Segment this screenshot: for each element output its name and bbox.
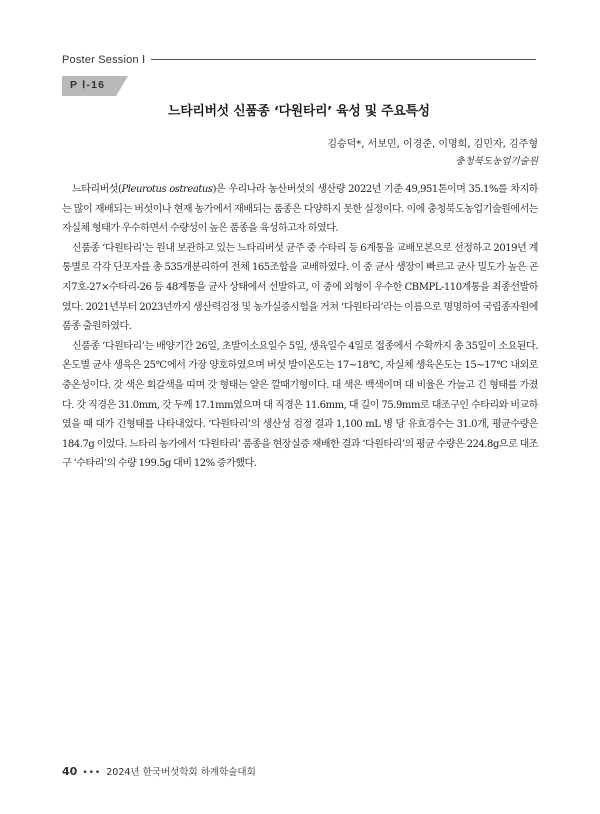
paragraph-2: 신품종 ‘다원타리’는 원내 보관하고 있는 느타리버섯 균주 중 수타리 등 6계통을 교배모본으로 선정하고 2019년 계통별로 각각 단포자를 총 535개분리하여 전체 165조합을 교배하였다. 이 중 균사 생장이 빠르고 균사 밀도가 높은 곤지7호-27×수타리-26 등 48계통을 균사 상태에서 선발하고, 이 중에 외형이 우수한 CBMPL-110계통을 최종선발하였다. 2021년부터 2023년까지 생산력검정 및 농가실증시험을 거쳐 ‘다원타리’라는 이름으로 명명하여 국립종자원에 품종 출원하였다. <box>62 242 538 333</box>
paragraph-1 <box>62 180 538 239</box>
footer-dots: ••• <box>82 768 102 778</box>
session-tag-label: P Ⅰ-16 <box>70 79 106 91</box>
page-footer <box>62 764 256 778</box>
paper-title: 느타리버섯 신품종 ‘다원타리’ 육성 및 주요특성 <box>168 104 430 119</box>
footer-event-name: 2024년 한국버섯학회 하계학술대회 <box>106 767 256 778</box>
paragraph-1-start: 느타리버섯( <box>72 184 122 195</box>
running-header <box>62 51 536 67</box>
paragraph-1-rest: )은 우리나라 농산버섯의 생산량 2022년 기준 49,951톤이며 35.1%를 차지하는 많이 재배되는 버섯이나 현재 농가에서 재배되는 품종은 다양하지 못한 실정이다. 이에 충청북도농업기술원에서는 자실체 형태가 우수하면서 수량성이 높은 품종을 육성하고자 하였다. <box>62 184 538 235</box>
header-rule <box>151 59 536 60</box>
paragraph-3: 신품종 ‘다원타리’는 배양기간 26일, 초발이소요일수 5일, 생육일수 4일로 접종에서 수확까지 총 35일이 소요된다. 온도별 균사 생육은 25℃에서 가장 양호하였으며 버섯 발이온도는 17∼18℃, 자실체 생육온도는 15∼17℃ 내외로 중온성이다. 갓 색은 회갈색을 띠며 갓 형태는 얕은 깔때기형이다. 대 색은 백색이며 대 비율은 가늘고 긴 형태를 가졌다. 갓 직경은 31.0mm, 갓 두께 17.1mm였으며 대 직경은 11.6mm, 대 길이 75.9mm로 대조구인 수타리와 비교하였을 때 대가 긴형태를 나타내었다. ‘다원타리’의 생산성 검정 결과 1,100 mL 병 당 유효경수는 31.0개, 평균수량은 184.7g 이었다. 느타리 농가에서 ‘다원타리’ 품종을 현장실증 재배한 결과 ‘다원타리’의 평균 수량은 224.8g으로 대조구 ‘수타리’의 수량 199.5g 대비 12% 증가했다. <box>62 340 538 470</box>
author-list: 김승덕*, 서보민, 이경준, 이명희, 김민자, 김주형 <box>327 139 538 150</box>
abstract-body <box>62 180 538 474</box>
page-number: 40 <box>62 765 78 778</box>
session-tag <box>62 76 128 96</box>
species-name: Pleurotus ostreatus <box>121 184 213 195</box>
affiliation: 충청북도농업기술원 <box>455 156 538 167</box>
header-label: Poster Session Ⅰ <box>62 53 146 66</box>
